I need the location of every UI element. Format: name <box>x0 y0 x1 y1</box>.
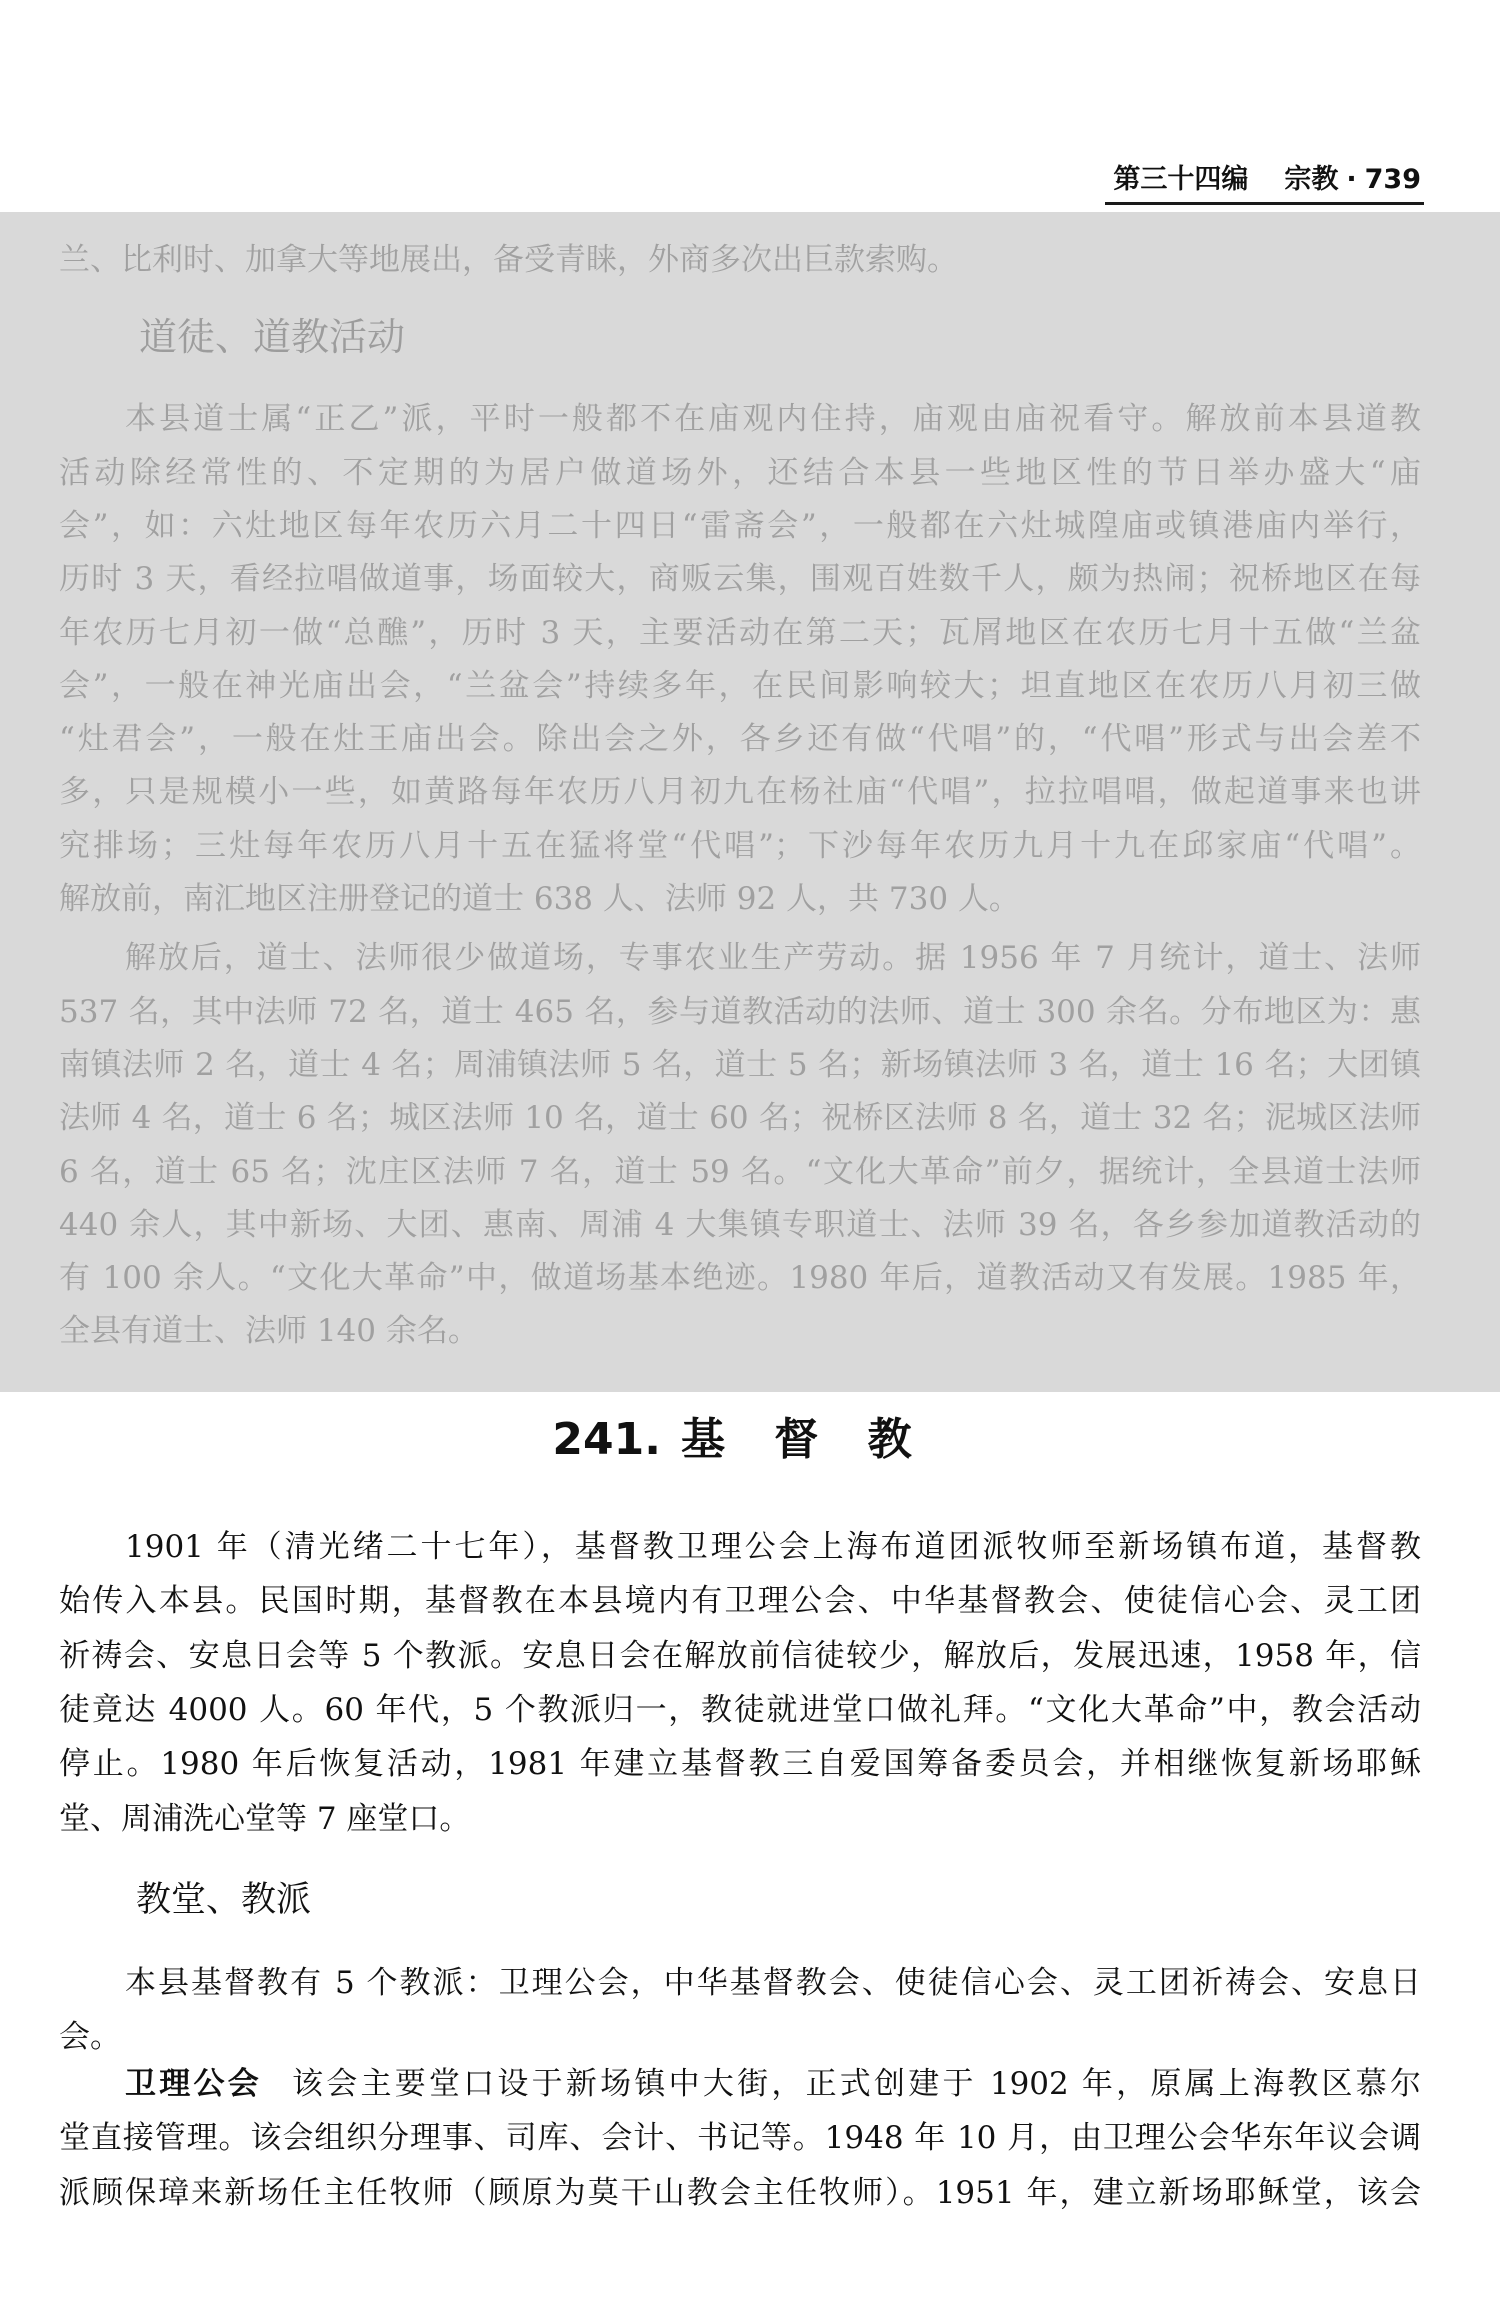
text-column <box>59 1410 1421 2220</box>
text-line: 堂直接管理。该会组织分理事、司库、会计、书记等。1948 年 10 月，由卫理公会华东年议会调 <box>59 2120 1421 2157</box>
paragraph <box>59 932 1421 1358</box>
text-line: 活动除经常性的、不定期的为居户做道场外，还结合本县一些地区性的节日举办盛大“庙 <box>59 454 1421 491</box>
text-line: “灶君会”，一般在灶王庙出会。除出会之外，各乡还有做“代唱”的，“代唱”形式与出会差不 <box>59 721 1421 758</box>
text-line: 会”，如：六灶地区每年农历六月二十四日“雷斋会”，一般都在六灶城隍庙或镇港庙内举行， <box>59 507 1421 544</box>
paragraph <box>59 393 1421 926</box>
paragraph-lead: 卫理公会 <box>125 2065 262 2102</box>
text-line: 解放前，南汇地区注册登记的道士 638 人、法师 92 人，共 730 人。 <box>59 881 1020 918</box>
text-line: 会。 <box>59 2019 121 2056</box>
running-head <box>1105 158 1424 205</box>
text-line: 历时 3 天，看经拉唱做道事，场面较大，商贩云集，围观百姓数千人，颇为热闹；祝桥地区在每 <box>59 561 1421 598</box>
text-line: 1901 年（清光绪二十七年），基督教卫理公会上海布道团派牧师至新场镇布道，基督教 <box>125 1528 1421 1565</box>
text-line: 堂、周浦洗心堂等 7 座堂口。 <box>59 1800 471 1837</box>
text-line: 537 名，其中法师 72 名，道士 465 名，参与道教活动的法师、道士 300 余名。分布地区为：惠 <box>59 993 1421 1030</box>
section-number: 241. <box>552 1414 661 1465</box>
section-heading: 道徒、道教活动 <box>139 314 406 359</box>
shaded-passage <box>0 212 1500 1392</box>
text-line: 有 100 余人。“文化大革命”中，做道场基本绝迹。1980 年后，道教活动又有发展。1985 年， <box>59 1260 1421 1297</box>
text-line: 祈祷会、安息日会等 5 个教派。安息日会在解放前信徒较少，解放后，发展迅速，1958 年，信 <box>59 1637 1421 1674</box>
subsection-heading: 教堂、教派 <box>136 1879 312 1920</box>
paragraph <box>59 1956 1421 2065</box>
christianity-section <box>0 1392 1500 2297</box>
text-run: 该会主要堂口设于新场镇中大街，正式创建于 1902 年，原属上海教区慕尔 <box>291 2065 1421 2102</box>
text-line: 全县有道士、法师 140 余名。 <box>59 1313 479 1350</box>
text-line: 440 余人，其中新场、大团、惠南、周浦 4 大集镇专职道士、法师 39 名，各乡参加道教活动的 <box>59 1206 1421 1243</box>
paragraph <box>59 1520 1421 1846</box>
text-line: 停止。1980 年后恢复活动，1981 年建立基督教三自爱国筹备委员会，并相继恢复新场耶稣 <box>59 1746 1421 1783</box>
text-line: 多，只是规模小一些，如黄路每年农历八月初九在杨社庙“代唱”，拉拉唱唱，做起道事来也讲 <box>59 774 1421 811</box>
text-column <box>59 234 1421 1359</box>
text-line: 法师 4 名，道士 6 名；城区法师 10 名，道士 60 名；祝桥区法师 8 名，道士 32 名；泥城区法师 <box>59 1100 1421 1137</box>
part-label: 第三十四编 <box>1113 164 1249 195</box>
text-line: 南镇法师 2 名，道士 4 名；周浦镇法师 5 名，道士 5 名；新场镇法师 3 名，道士 16 名；大团镇 <box>59 1046 1421 1083</box>
text-line: 究排场；三灶每年农历八月十五在猛将堂“代唱”；下沙每年农历九月十九在邱家庙“代唱”。 <box>59 827 1421 864</box>
text-line: 解放后，道士、法师很少做道场，专事农业生产劳动。据 1956 年 7 月统计，道士、法师 <box>125 940 1421 977</box>
text-line: 6 名，道士 65 名；沈庄区法师 7 名，道士 59 名。“文化大革命”前夕，据统计，全县道士法师 <box>59 1153 1421 1190</box>
section-title <box>59 1410 1421 1470</box>
text-line: 徒竟达 4000 人。60 年代，5 个教派归一，教徒就进堂口做礼拜。“文化大革命”中，教会活动 <box>59 1692 1421 1729</box>
text-line: 本县道士属“正乙”派，平时一般都不在庙观内住持，庙观由庙祝看守。解放前本县道教 <box>125 401 1421 438</box>
text-line: 会”，一般在神光庙出会，“兰盆会”持续多年，在民间影响较大；坦直地区在农历八月初三做 <box>59 667 1421 704</box>
paragraph <box>59 2057 1421 2220</box>
text-line: 兰、比利时、加拿大等地展出，备受青睐，外商多次出巨款索购。 <box>59 242 958 278</box>
text-line: 年农历七月初一做“总醮”，历时 3 天，主要活动在第二天；瓦屑地区在农历七月十五做“兰盆 <box>59 614 1421 651</box>
chapter-label: 宗教 <box>1284 164 1339 195</box>
section-title-text: 基 督 教 <box>680 1414 912 1465</box>
text-line: 派顾保璋来新场任主任牧师（顾原为莫干山教会主任牧师）。1951 年，建立新场耶稣堂，该会 <box>59 2174 1421 2211</box>
text-line: 始传入本县。民国时期，基督教在本县境内有卫理公会、中华基督教会、使徒信心会、灵工团 <box>59 1583 1421 1620</box>
text-line: 本县基督教有 5 个教派：卫理公会，中华基督教会、使徒信心会、灵工团祈祷会、安息日 <box>125 1964 1421 2001</box>
separator: · <box>1346 164 1357 195</box>
page-number: 739 <box>1364 164 1421 195</box>
text-line <box>59 2057 1421 2111</box>
